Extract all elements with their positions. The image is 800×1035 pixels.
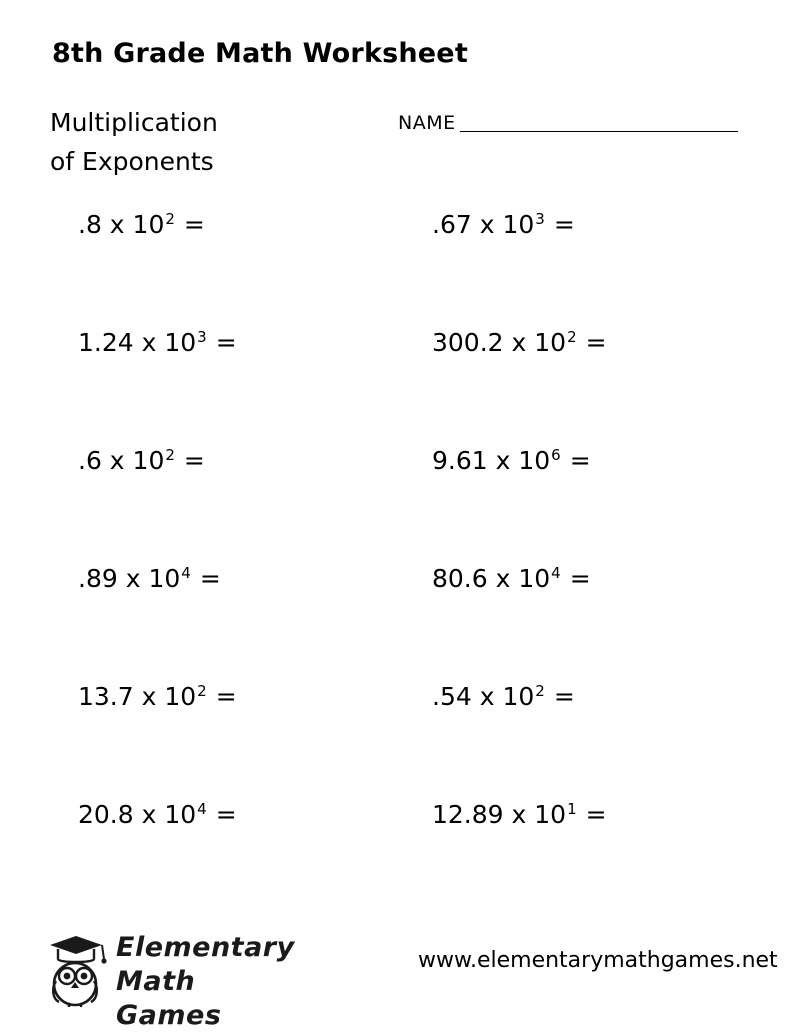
equals-sign: = <box>585 800 607 829</box>
problem-item <box>78 563 221 593</box>
problem-expression: 12.89 x 10 <box>432 800 567 829</box>
worksheet-topic-line2: of Exponents <box>50 147 214 176</box>
equals-sign: = <box>183 446 205 475</box>
equals-sign: = <box>183 210 205 239</box>
problem-row <box>0 327 800 448</box>
problem-exponent: 2 <box>567 327 577 346</box>
problem-item <box>78 209 205 239</box>
problem-row <box>0 563 800 684</box>
problem-item <box>78 681 237 711</box>
problem-item <box>78 799 237 829</box>
equals-sign: = <box>215 800 237 829</box>
problem-expression: .67 x 10 <box>432 210 535 239</box>
equals-sign: = <box>585 328 607 357</box>
problem-expression: 9.61 x 10 <box>432 446 551 475</box>
equals-sign: = <box>199 564 221 593</box>
problem-expression: 80.6 x 10 <box>432 564 551 593</box>
logo-line2: Math Games <box>116 966 222 1031</box>
problem-expression: .6 x 10 <box>78 446 165 475</box>
problem-row <box>0 209 800 330</box>
problem-expression: 300.2 x 10 <box>432 328 567 357</box>
equals-sign: = <box>569 446 591 475</box>
problem-exponent: 3 <box>535 209 545 228</box>
problem-item <box>432 563 591 593</box>
problem-exponent: 1 <box>567 799 577 818</box>
logo-line1: Elementary <box>116 932 295 963</box>
page-title: 8th Grade Math Worksheet <box>52 38 468 69</box>
problem-expression: 20.8 x 10 <box>78 800 197 829</box>
site-logo <box>36 925 295 1031</box>
problem-expression: .54 x 10 <box>432 682 535 711</box>
worksheet-topic <box>50 103 350 181</box>
problem-exponent: 6 <box>551 445 561 464</box>
equals-sign: = <box>553 210 575 239</box>
problem-exponent: 2 <box>535 681 545 700</box>
problem-item <box>432 327 607 357</box>
equals-sign: = <box>553 682 575 711</box>
logo-wordmark <box>116 931 295 1033</box>
problem-list <box>0 209 800 920</box>
equals-sign: = <box>215 328 237 357</box>
name-field[interactable] <box>398 112 738 136</box>
website-url[interactable]: www.elementarymathgames.net <box>418 948 778 973</box>
problem-item <box>432 799 607 829</box>
problem-expression: 13.7 x 10 <box>78 682 197 711</box>
problem-item <box>78 445 205 475</box>
problem-item <box>432 445 591 475</box>
owl-with-graduation-cap-icon <box>42 929 112 1007</box>
problem-exponent: 2 <box>165 445 175 464</box>
problem-exponent: 4 <box>551 563 561 582</box>
name-input-line[interactable] <box>460 131 738 132</box>
equals-sign: = <box>569 564 591 593</box>
equals-sign: = <box>215 682 237 711</box>
problem-row <box>0 799 800 920</box>
problem-item <box>432 209 575 239</box>
problem-expression: .8 x 10 <box>78 210 165 239</box>
problem-row <box>0 445 800 566</box>
problem-expression: .89 x 10 <box>78 564 181 593</box>
problem-item <box>78 327 237 357</box>
problem-item <box>432 681 575 711</box>
problem-exponent: 2 <box>197 681 207 700</box>
problem-expression: 1.24 x 10 <box>78 328 197 357</box>
worksheet-topic-line1: Multiplication <box>50 108 218 137</box>
problem-exponent: 4 <box>197 799 207 818</box>
problem-exponent: 2 <box>165 209 175 228</box>
problem-row <box>0 681 800 802</box>
name-label: NAME <box>398 112 456 134</box>
problem-exponent: 4 <box>181 563 191 582</box>
problem-exponent: 3 <box>197 327 207 346</box>
